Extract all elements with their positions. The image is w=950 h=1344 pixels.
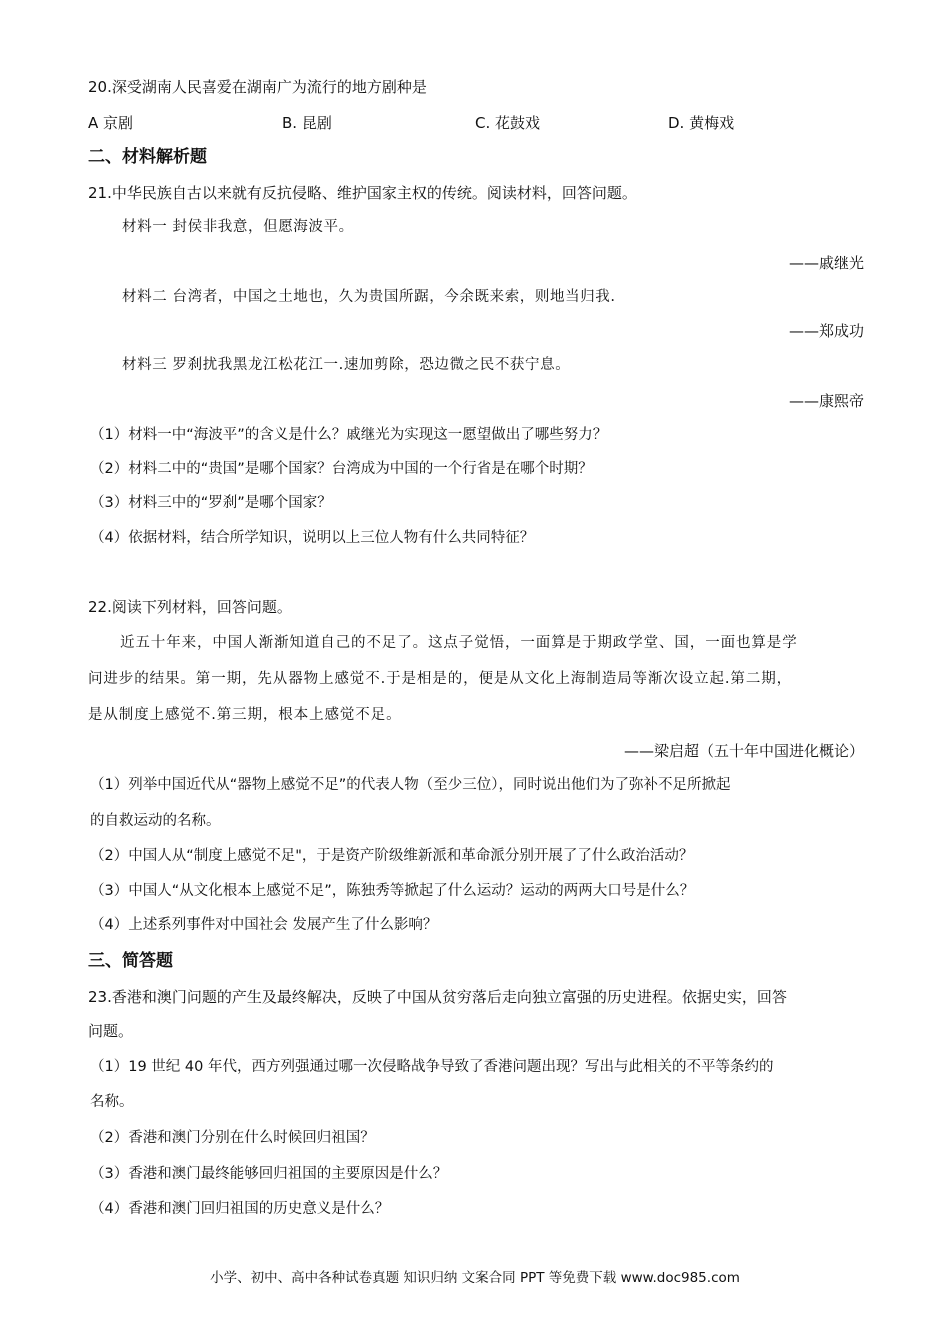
q22-question-2: （2）中国人从“制度上感觉不足"，于是资产阶级维新派和革命派分别开展了了什么政治活动？ (90, 848, 694, 864)
q21-material-2-source: ——郑成功 (788, 322, 864, 340)
section-3-title: 三、简答题 (88, 951, 173, 971)
q21-material-2: 材料二 台湾者，中国之土地也，久为贵国所踞，今余既来索，则地当归我. (122, 289, 616, 305)
q22-question-4: （4）上述系列事件对中国社会 发展产生了什么影响？ (90, 917, 438, 933)
q21-question-3: （3）材料三中的“罗刹”是哪个国家？ (90, 495, 332, 511)
q21-question-2: （2）材料二中的“贵国”是哪个国家？台湾成为中国的一个行省是在哪个时期？ (90, 461, 593, 477)
q21-stem: 21.中华民族自古以来就有反抗侵略、维护国家主权的传统。阅读材料，回答问题。 (88, 184, 637, 202)
q22-question-1-cont: 的自救运动的名称。 (90, 813, 221, 829)
q20-stem: 20.深受湖南人民喜爱在湖南广为流行的地方剧种是 (88, 78, 427, 96)
q20-option-a: A 京剧 (88, 114, 134, 132)
q21-material-1-source: ——戚继光 (788, 254, 864, 272)
q22-passage-line-3: 是从制度上感觉不.第三期，根本上感觉不足。 (88, 707, 402, 723)
q23-question-4: （4）香港和澳门回归祖国的历史意义是什么？ (90, 1201, 390, 1217)
q21-material-1: 材料一 封侯非我意，但愿海波平。 (122, 219, 354, 235)
q22-passage-line-2: 问进步的结果。第一期，先从器物上感觉不.于是相是的，便是从文化上海制造局等渐次设立起.第二期， (88, 671, 793, 687)
q22-question-1: （1）列举中国近代从“器物上感觉不足”的代表人物（至少三位），同时说出他们为了弥补不足所掀起 (90, 777, 731, 793)
q23-question-1: （1）19 世纪 40 年代，西方列强通过哪一次侵略战争导致了香港问题出现？写出与此相关的不平等条约的 (90, 1059, 774, 1075)
q20-option-b: B. 昆剧 (282, 114, 332, 132)
q21-material-3: 材料三 罗刹扰我黑龙江松花江一.速加剪除，恐边微之民不获宁息。 (122, 357, 571, 373)
q21-question-4: （4）依据材料，结合所学知识，说明以上三位人物有什么共同特征？ (90, 530, 535, 546)
q23-stem-line-2: 问题。 (88, 1022, 134, 1040)
q23-question-3: （3）香港和澳门最终能够回归祖国的主要原因是什么？ (90, 1166, 448, 1182)
section-2-title: 二、材料解析题 (88, 147, 207, 167)
q23-question-2: （2）香港和澳门分别在什么时候回归祖国？ (90, 1130, 375, 1146)
q21-question-1: （1）材料一中“海波平”的含义是什么？戚继光为实现这一愿望做出了哪些努力？ (90, 427, 608, 443)
q22-stem: 22.阅读下列材料，回答问题。 (88, 598, 292, 616)
q20-option-d: D. 黄梅戏 (668, 114, 735, 132)
q23-stem-line-1: 23.香港和澳门问题的产生及最终解决，反映了中国从贫穷落后走向独立富强的历史进程。依据史实，回答 (88, 988, 787, 1006)
page-footer: 小学、初中、高中各种试卷真题 知识归纳 文案合同 PPT 等免费下载 www.doc985.com (210, 1270, 740, 1286)
q23-question-1-cont: 名称。 (90, 1094, 134, 1110)
q22-passage-line-1: 近五十年来，中国人渐渐知道自己的不足了。这点子觉悟，一面算是于期政学堂、国，一面也算是学 (120, 635, 798, 651)
q22-question-3: （3）中国人“从文化根本上感觉不足”，陈独秀等掀起了什么运动？运动的两两大口号是什么？ (90, 883, 695, 899)
q20-option-c: C. 花鼓戏 (475, 114, 541, 132)
q22-source: ——梁启超（五十年中国进化概论） (623, 742, 864, 760)
q21-material-3-source: ——康熙帝 (788, 392, 864, 410)
